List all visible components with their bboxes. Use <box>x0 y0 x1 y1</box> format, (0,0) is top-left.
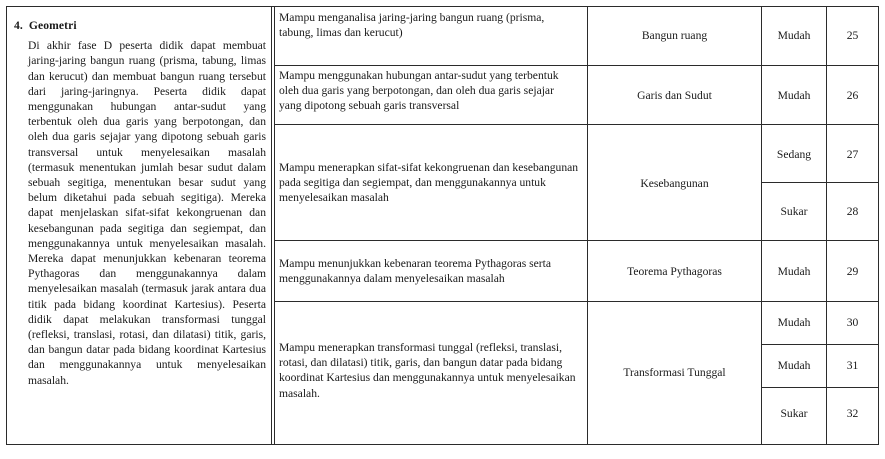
row-description: Mampu menerapkan sifat-sifat kekongruenan dan kesebangunan pada segitiga dan segiempat, dan menggunakannya untuk menyelesaikan masalah <box>279 161 579 205</box>
column-divider-d <box>761 6 762 445</box>
section-title: Geometri <box>28 19 77 32</box>
row-number: 26 <box>846 89 859 102</box>
table-border-left <box>6 6 7 445</box>
row-number: 32 <box>846 407 859 420</box>
row-topic: Garis dan Sudut <box>637 89 712 102</box>
row-separator-1 <box>275 65 879 66</box>
row-topic: Kesebangunan <box>640 177 709 190</box>
section-body: Di akhir fase D peserta didik dapat membuat jaring-jaring bangun ruang (prisma, tabung, limas dan kerucut) dan membuat bangun ruang tersebut dari jaring-jaringnya. Peserta didik dapat menggunakan hubungan antar-sudut yang terbentuk oleh dua garis yang berpotongan, dan oleh dua garis sejajar yang dipotong sebuah garis transversal untuk menyelesaikan masalah (termasuk menentukan jumlah besar sudut dalam sebuah segitiga, menentukan besar sudut yang belum diketahui pada sebuah segitiga). Mereka dapat menjelaskan sifat-sifat kekongruenan dan kesebangunan pada segitiga dan segiempat, dan menggunakannya untuk menyelesaikan masalah. Mereka dapat menunjukkan kebenaran teorema Pythagoras dan menggunakannya dalam menyelesaikan masalah (termasuk jarak antara dua titik pada bidang koordinat Kartesius). Peserta didik dapat melakukan transformasi tunggal (refleksi, translasi, rotasi, dan dilatasi) titik, garis, dan bangun datar pada bidang koordinat Kartesius dan menggunakannya untuk menyelesaikan masalah. <box>28 39 266 387</box>
row-description: Mampu menganalisa jaring-jaring bangun ruang (prisma, tabung, limas dan kerucut) <box>279 11 545 40</box>
row-level: Mudah <box>777 359 811 372</box>
subrow-separator-27-28 <box>761 182 879 183</box>
column-divider-b <box>274 6 275 445</box>
row-number: 29 <box>846 265 859 278</box>
row-number: 30 <box>846 316 859 329</box>
row-separator-2 <box>275 124 879 125</box>
row-level: Mudah <box>777 265 811 278</box>
row-level: Sedang <box>776 148 812 161</box>
row-description: Mampu menggunakan hubungan antar-sudut yang terbentuk oleh dua garis yang berpotongan, dan oleh dua garis sejajar yang dipotong sebuah garis transversal <box>279 69 559 113</box>
table-border-bottom <box>6 444 879 445</box>
row-level: Mudah <box>777 89 811 102</box>
section-number: 4. <box>14 19 23 32</box>
row-separator-4 <box>275 301 879 302</box>
table-border-top <box>6 6 879 7</box>
row-level: Sukar <box>780 205 808 218</box>
row-description: Mampu menunjukkan kebenaran teorema Pythagoras serta menggunakannya dalam menyelesaikan masalah <box>279 257 552 286</box>
table-border-right <box>878 6 879 445</box>
row-level: Mudah <box>777 29 811 42</box>
row-description: Mampu menerapkan transformasi tunggal (refleksi, translasi, rotasi, dan dilatasi) titik, garis, dan bangun datar pada bidang koordinat Kartesius dan menggunakannya untuk menyelesaikan masalah. <box>279 341 576 400</box>
column-divider-a <box>271 6 272 445</box>
column-divider-e <box>826 6 827 445</box>
section-heading <box>14 18 266 33</box>
row-level: Mudah <box>777 316 811 329</box>
subrow-separator-30-31 <box>761 344 879 345</box>
section-cell <box>14 18 266 388</box>
row-topic: Teorema Pythagoras <box>627 265 722 278</box>
row-topic: Transformasi Tunggal <box>623 366 726 379</box>
row-level: Sukar <box>780 407 808 420</box>
row-number: 31 <box>846 359 859 372</box>
subrow-separator-31-32 <box>761 387 879 388</box>
row-topic: Bangun ruang <box>641 29 708 42</box>
row-number: 25 <box>846 29 859 42</box>
row-number: 27 <box>846 148 859 161</box>
row-separator-3 <box>275 240 879 241</box>
row-number: 28 <box>846 205 859 218</box>
